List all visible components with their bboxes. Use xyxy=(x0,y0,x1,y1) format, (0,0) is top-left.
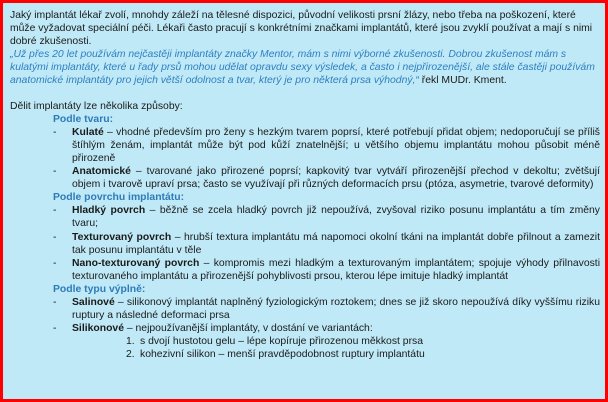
item-text: – tvarované jako přirozené poprsí; kapkovitý tvar vytváří přirozenější přechod v dekoltu; zvětšují objem i tvarově upraví prsa; často se využívají při různých deformacích prsu (ptóza, asymetrie, tvarové deformity) xyxy=(72,166,600,191)
section-heading-shape: Podle tvaru: xyxy=(53,113,114,125)
sublist-number: 1. xyxy=(126,336,135,348)
item-text: – kompromis mezi hladkým a texturovaným implantátem; spojuje výhody přilnavosti texturovaného implantátu a přirozenější pohyblivosti prsou, kterou lépe imituje hladký implantát xyxy=(72,257,600,282)
item-text: – vhodné především pro ženy s hezkým tvarem poprsí, které potřebují přidat objem; nedoporučují se příliš štíhlým ženám, implantát může být pod kůží znatelnější; u většího objemu implantátu mohou působit méně přirozeně xyxy=(72,126,600,164)
list-surface xyxy=(10,204,600,283)
quote-paragraph xyxy=(10,48,600,87)
item-text: – hrubší textura implantátu má napomoci okolní tkáni na implantát dobře přilnout a zamezit tak posunu implantátu v těle xyxy=(72,231,600,256)
item-term: Salinové xyxy=(72,296,115,308)
list-item xyxy=(10,231,600,257)
list-shape xyxy=(10,126,600,191)
list-item xyxy=(10,322,600,335)
item-term: Texturovaný povrch xyxy=(72,231,172,243)
item-text: – nejpoužívanější implantáty, v dostání ve variantách: xyxy=(123,323,373,335)
quote-text: „Už přes 20 let používám nejčastěji implantáty značky Mentor, mám s nimi výborné zkušenosti. Dobrou zkušenost mám s kulatými implantáty, které u řady prsů mohou udělat opravdu sexy výsledek, a často i nejpřirozenější, ale stále častěji používám anatomické implantáty pro jejich větší odolnost a tvar, který je pro některá prsa výhodný,“ xyxy=(10,49,595,87)
list-item xyxy=(10,126,600,165)
sublist-item xyxy=(10,348,600,361)
item-term: Nano-texturovaný povrch xyxy=(72,257,200,269)
sublist-item xyxy=(10,335,600,348)
item-term: Anatomické xyxy=(72,166,131,178)
item-term: Hladký povrch xyxy=(72,205,146,217)
item-text: – silikonový implantát naplněný fyziologickým roztokem; dnes se již skoro nepoužívá díky vyššímu riziku ruptury a následné deformaci prsa xyxy=(72,296,600,322)
list-item xyxy=(10,204,600,230)
sublist-silicone xyxy=(10,335,600,361)
sublist-text: kohezivní silikon – menší pravděpodobnost ruptury implantátu xyxy=(140,349,425,361)
list-item xyxy=(10,165,600,191)
list-filling xyxy=(10,296,600,335)
item-text: – běžně se zcela hladký povrch již nepoužívá, zvyšoval riziko posunu implantátu a tím změny tvaru; xyxy=(72,205,600,230)
quote-author: řekl MUDr. Kment. xyxy=(421,75,507,87)
sublist-text: s dvojí hustotou gelu – lépe kopíruje přirozenou měkkost prsa xyxy=(140,336,424,348)
section-heading-surface: Podle povrchu implantátu: xyxy=(53,192,185,204)
section-heading-filling: Podle typu výplně: xyxy=(53,283,146,295)
item-term: Silikonové xyxy=(72,323,124,335)
spacer xyxy=(10,88,600,100)
sublist-number: 2. xyxy=(126,349,135,361)
item-term: Kulaté xyxy=(72,126,104,138)
document-body xyxy=(10,9,600,361)
divide-intro: Dělit implantáty lze několika způsoby: xyxy=(10,100,183,112)
list-item xyxy=(10,296,600,322)
intro-paragraph: Jaký implantát lékař zvolí, mnohdy záleží na tělesné dispozici, původní velikosti prsní žlázy, nebo třeba na poškození, které může vyžadovat speciální péči. Lékaři často pracují s konkrétními značkami implantátů, které jsou zvyklí používat a mají s nimi dobré zkušenosti. xyxy=(10,10,593,48)
list-item xyxy=(10,257,600,283)
